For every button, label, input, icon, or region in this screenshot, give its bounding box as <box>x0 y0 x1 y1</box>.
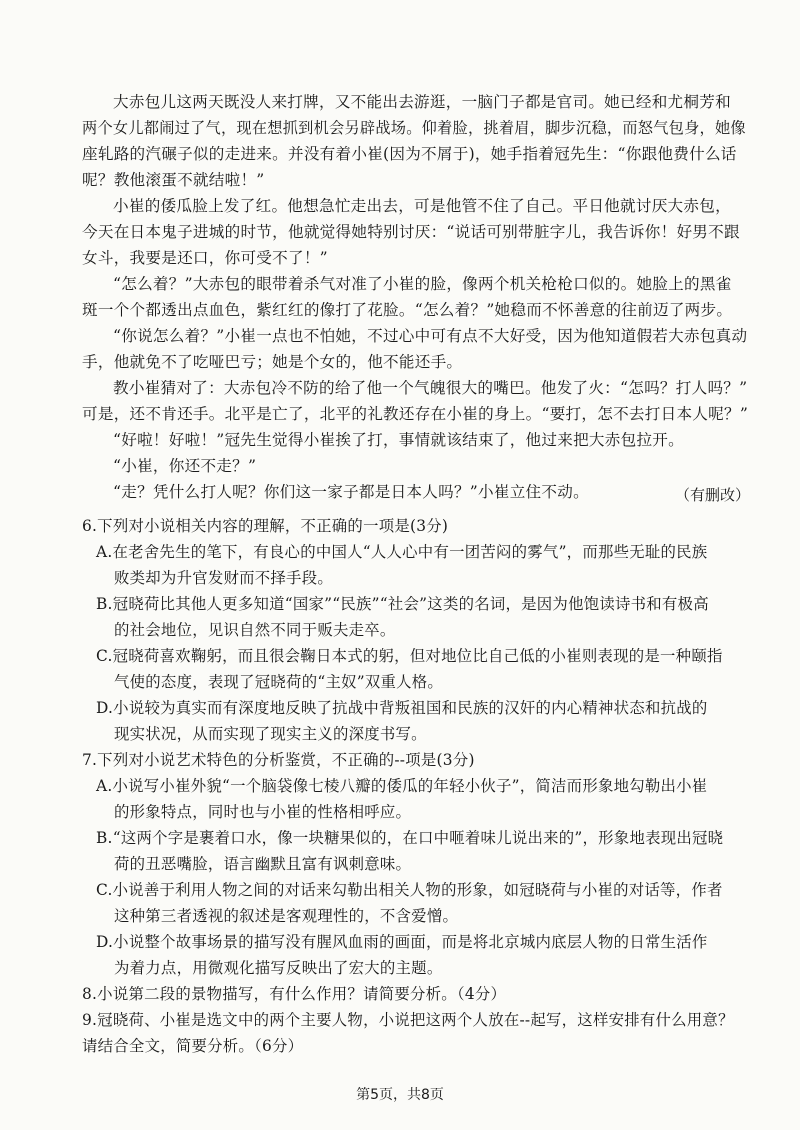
passage-line: “好啦！好啦！”冠先生觉得小崔挨了打，事情就该结束了，他过来把大赤包拉开。 <box>113 431 684 449</box>
question-6-option-b: 的社会地位，见识自然不同于贩夫走卒。 <box>114 621 396 639</box>
passage-line: 座轧路的汽碾子似的走进来。并没有着小崔(因为不屑于)，她手指着冠先生：“你跟他费什么话 <box>82 145 737 163</box>
question-6-option-a: 败类却为升官发财而不择手段。 <box>114 569 333 587</box>
question-6-option-c: C.冠晓荷喜欢鞠躬，而且很会鞠日本式的躬，但对地位比自己低的小崔则表现的是一种颐指 <box>96 647 723 665</box>
question-7-stem: 7.下列对小说艺术特色的分析鉴赏，不正确的--项是(3分) <box>82 751 475 769</box>
question-6-option-a: A.在老舍先生的笔下，有良心的中国人“人人心中有一团苦闷的雾气”，而那些无耻的民族 <box>96 543 708 561</box>
question-7-option-a: A.小说写小崔外貌“一个脑袋像七棱八瓣的倭瓜的年轻小伙子”，简洁而形象地勾勒出小崔 <box>96 777 708 795</box>
passage-line: 两个女儿都闹过了气，现在想抓到机会另辟战场。仰着脸，挑着眉，脚步沉稳，而怒气包身，她像 <box>82 119 746 137</box>
passage-line: “你说怎么着？”小崔一点也不怕她，不过心中可有点不大好受，因为他知道假若大赤包真动 <box>113 327 748 345</box>
passage-line: 呢？教他滚蛋不就结啦！” <box>82 171 265 189</box>
question-9: 请结合全文，简要分析。（6分） <box>82 1037 304 1055</box>
passage-line: “小崔，你还不走？” <box>113 457 257 475</box>
question-7-option-c: C.小说善于利用人物之间的对话来勾勒出相关人物的形象，如冠晓荷与小崔的对话等，作者 <box>96 881 723 899</box>
question-6-option-d: D.小说较为真实而有深度地反映了抗战中背叛祖国和民族的汉奸的内心精神状态和抗战的 <box>96 699 708 717</box>
source-note: （有删改） <box>674 486 750 504</box>
question-7-option-d: D.小说整个故事场景的描写没有腥风血雨的画面，而是将北京城内底层人物的日常生活作 <box>96 933 708 951</box>
passage-line: 大赤包儿这两天既没人来打牌，又不能出去游逛，一脑门子都是官司。她已经和尤桐芳和 <box>113 93 731 111</box>
question-7-option-d: 为着力点，用微观化描写反映出了宏大的主题。 <box>114 959 443 977</box>
question-6-stem: 6.下列对小说相关内容的理解，不正确的一项是(3分) <box>82 517 449 535</box>
question-6-option-b: B.冠晓荷比其他人更多知道“国家”“民族”“社会”这类的名词，是因为他饱读诗书和有极高 <box>96 595 709 613</box>
passage-line: 可是，还不肯还手。北平是亡了，北平的礼教还存在小崔的身上。“要打，怎不去打日本人呢？” <box>82 405 749 423</box>
question-7-option-a: 的形象特点，同时也与小崔的性格相呼应。 <box>114 803 412 821</box>
question-9: 9.冠晓荷、小崔是选文中的两个主要人物，小说把这两个人放在--起写，这样安排有什么用意？ <box>82 1011 734 1029</box>
passage-line: “怎么着？”大赤包的眼带着杀气对准了小崔的脸，像两个机关枪枪口似的。她脸上的黑雀 <box>113 275 732 293</box>
passage-line: 小崔的倭瓜脸上发了红。他想急忙走出去，可是他管不住了自己。平日他就讨厌大赤包， <box>113 197 731 215</box>
question-8: 8.小说第二段的景物描写，有什么作用？请简要分析。（4分） <box>82 985 507 1003</box>
question-7-option-b: B.“这两个字是裹着口水，像一块糖果似的，在口中咂着味儿说出来的”，形象地表现出冠晓 <box>96 829 724 847</box>
passage-line: 教小崔猜对了：大赤包冷不防的给了他一个气魄很大的嘴巴。他发了火：“怎吗？打人吗？” <box>113 379 748 397</box>
passage-line: 手，他就免不了吃哑巴亏；她是个女的，他不能还手。 <box>82 353 463 371</box>
passage-line: 斑一个个都透出点血色，紫红红的像打了花脸。“怎么着？”她稳而不怀善意的往前迈了两步。 <box>82 301 733 319</box>
passage-line: “走？凭什么打人呢？你们这一家子都是日本人吗？”小崔立住不动。 <box>113 483 589 501</box>
page-number: 第5页，共8页 <box>356 1087 444 1103</box>
question-6-option-d: 现实状况，从而实现了现实主义的深度书写。 <box>114 725 427 743</box>
passage-line: 女斗，我要是还口，你可受不了！” <box>82 249 328 267</box>
passage-line: 今天在日本鬼子进城的时节，他就觉得她特别讨厌：“说话可别带脏字儿，我告诉你！好男不跟 <box>82 223 740 241</box>
question-7-option-c: 这种第三者透视的叙述是客观理性的，不含爱憎。 <box>114 907 459 925</box>
question-6-option-c: 气使的态度，表现了冠晓荷的“主奴”双重人格。 <box>114 673 444 691</box>
question-7-option-b: 荷的丑恶嘴脸，语言幽默且富有讽刺意味。 <box>114 855 412 873</box>
